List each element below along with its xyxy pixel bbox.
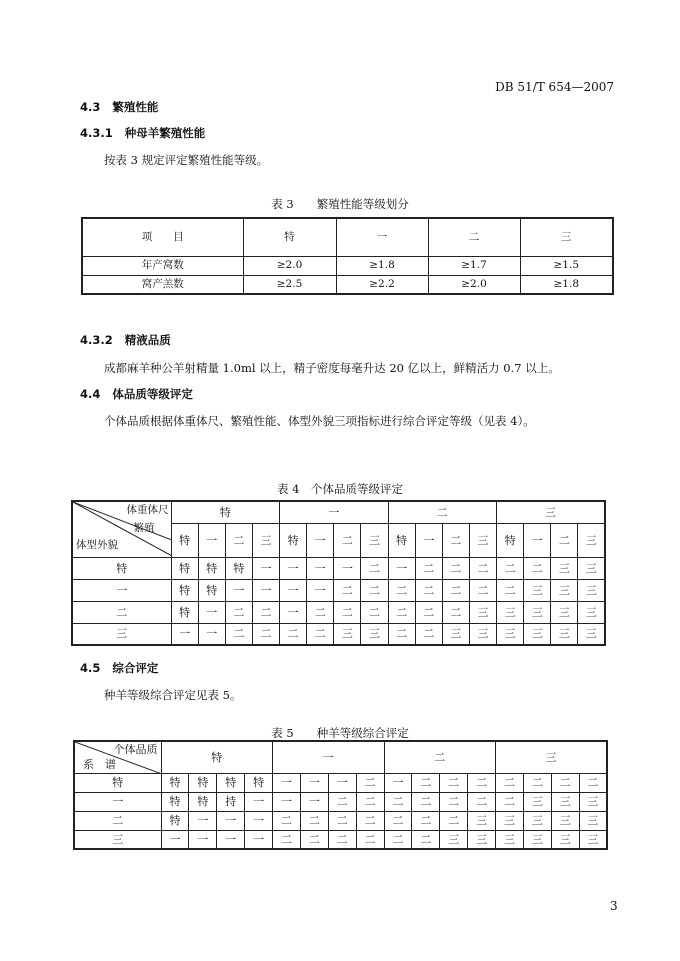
table4-cell: 特	[225, 557, 252, 579]
table4-subheader-cell: 二	[551, 523, 578, 557]
table4-cell: 三	[524, 579, 551, 601]
table5-cell: 二	[496, 773, 524, 792]
table5-cell: 一	[300, 773, 328, 792]
table-row	[74, 773, 607, 792]
table5-group-header: 一	[273, 741, 385, 773]
table5-cell: 特	[217, 773, 245, 792]
paragraph-4-3-2: 成都麻羊种公羊射精量 1.0ml 以上，精子密度每毫升达 20 亿以上，鲜精活力 0.7 以上。	[104, 361, 560, 375]
table4-cell: 三	[442, 623, 469, 645]
table5-cell: 二	[328, 792, 356, 811]
table5-cell: 三	[551, 792, 579, 811]
section-number: 4.3	[80, 100, 101, 114]
table5-cell: 二	[468, 773, 496, 792]
table-row	[74, 830, 607, 849]
table4-corner-mid: 繁殖	[133, 522, 155, 534]
table5-corner-top: 个体品质	[113, 743, 158, 756]
section-number: 4.3.1	[80, 126, 113, 140]
table3-cell: ≥2.5	[243, 275, 336, 294]
table4-cell: 一	[334, 557, 361, 579]
table4-cell: 二	[415, 557, 442, 579]
table4-cell: 一	[280, 601, 307, 623]
table5-cell: 一	[384, 773, 412, 792]
table4-cell: 二	[280, 623, 307, 645]
table5-cell: 二	[468, 792, 496, 811]
table4-cell: 三	[551, 557, 578, 579]
table4-cell: 三	[334, 623, 361, 645]
table4-cell: 三	[469, 601, 496, 623]
table4-cell: 三	[497, 601, 524, 623]
table3-cell: ≥2.0	[243, 256, 336, 275]
table4-cell: 二	[388, 579, 415, 601]
table4-cell: 三	[524, 623, 551, 645]
table3-cell: ≥1.8	[336, 256, 428, 275]
table-row	[74, 811, 607, 830]
section-number: 4.5	[80, 661, 101, 675]
table4-cell: 特	[171, 579, 198, 601]
table5-cell: 二	[356, 773, 384, 792]
table3-caption: 表 3 繁殖性能等级划分	[271, 197, 409, 211]
table5-group-header: 三	[496, 741, 608, 773]
table3-cell: ≥2.0	[428, 275, 520, 294]
section-number: 4.4	[80, 387, 101, 401]
table4-cell: 三	[578, 601, 605, 623]
section-4-5-heading	[80, 660, 158, 676]
table4-cell: 三	[578, 557, 605, 579]
table5-cell: 三	[468, 811, 496, 830]
table4-cell: 一	[225, 579, 252, 601]
table4-cell: 二	[469, 557, 496, 579]
table5-cell: 二	[384, 792, 412, 811]
table4-subheader-cell: 一	[524, 523, 551, 557]
table5-cell: 一	[245, 830, 273, 849]
table4-cell: 二	[415, 601, 442, 623]
table4-subheader-cell: 二	[225, 523, 252, 557]
table5-cell: 三	[551, 830, 579, 849]
table3-header-cell: 二	[428, 218, 520, 256]
table5-cell: 特	[161, 811, 189, 830]
table4-cell: 二	[252, 623, 279, 645]
table5-cell: 二	[440, 811, 468, 830]
table5-cell: 二	[356, 830, 384, 849]
section-title: 精液品质	[124, 333, 171, 347]
table5-cell: 一	[245, 811, 273, 830]
table5-cell: 一	[273, 773, 301, 792]
table4-cell: 特	[171, 557, 198, 579]
table5-row-label: 一	[74, 792, 161, 811]
table5	[73, 740, 608, 850]
section-title: 综合评定	[112, 661, 159, 675]
table3-cell: 年产窝数	[82, 256, 243, 275]
table4-cell: 三	[578, 579, 605, 601]
table3-header-cell: 一	[336, 218, 428, 256]
table3-cell: 窝产羔数	[82, 275, 243, 294]
table5-cell: 一	[245, 792, 273, 811]
table4-subheader-cell: 一	[415, 523, 442, 557]
page-number: 3	[610, 899, 618, 913]
table4-caption: 表 4 个体品质等级评定	[277, 482, 403, 496]
table5-cell: 二	[579, 773, 607, 792]
table5-cell: 一	[161, 830, 189, 849]
table5-corner-cell	[74, 741, 161, 773]
table4-subheader-cell: 三	[252, 523, 279, 557]
table4-cell: 一	[307, 579, 334, 601]
table5-cell: 三	[440, 830, 468, 849]
table4-cell: 二	[252, 601, 279, 623]
table5-group-header: 特	[161, 741, 273, 773]
table5-cell: 二	[412, 830, 440, 849]
table4-row-label: 一	[72, 579, 171, 601]
table5-cell: 三	[496, 811, 524, 830]
paragraph-4-3-1: 按表 3 规定评定繁殖性能等级。	[104, 153, 269, 167]
table5-cell: 三	[579, 811, 607, 830]
table4-cell: 二	[497, 557, 524, 579]
table4-subheader-cell: 三	[361, 523, 388, 557]
table4-cell: 一	[280, 579, 307, 601]
table4-group-header: 二	[388, 501, 497, 523]
table3-cell: ≥2.2	[336, 275, 428, 294]
table5-cell: 持	[217, 792, 245, 811]
table4-subheader-cell: 三	[469, 523, 496, 557]
table-row	[72, 579, 605, 601]
table5-caption: 表 5 种羊等级综合评定	[271, 726, 409, 740]
table5-cell: 特	[161, 792, 189, 811]
paragraph-4-5: 种羊等级综合评定见表 5。	[104, 688, 242, 702]
table5-cell: 二	[551, 773, 579, 792]
table5-cell: 二	[328, 811, 356, 830]
table4-cell: 一	[388, 557, 415, 579]
table5-cell: 二	[273, 811, 301, 830]
table4-cell: 三	[578, 623, 605, 645]
table5-cell: 二	[440, 773, 468, 792]
table4-cell: 三	[361, 623, 388, 645]
table5-cell: 特	[189, 773, 217, 792]
table5-row-label: 三	[74, 830, 161, 849]
table5-cell: 二	[496, 792, 524, 811]
table5-cell: 二	[328, 830, 356, 849]
table4-subheader-cell: 特	[280, 523, 307, 557]
table4-cell: 一	[252, 579, 279, 601]
table5-group-row	[74, 741, 607, 773]
table5-cell: 三	[579, 792, 607, 811]
table4-group-row	[72, 501, 605, 523]
table4-group-header: 一	[280, 501, 389, 523]
section-title: 种母羊繁殖性能	[124, 126, 206, 140]
section-4-4-heading	[80, 386, 193, 402]
table4-corner-cell	[72, 501, 171, 557]
section-4-3-heading	[80, 99, 158, 115]
table4-row-label: 特	[72, 557, 171, 579]
table4-cell: 二	[442, 557, 469, 579]
table4-cell: 二	[334, 579, 361, 601]
table5-corner-bottom: 系 谱	[83, 758, 116, 771]
table4-cell: 一	[198, 601, 225, 623]
table4-subheader-cell: 特	[497, 523, 524, 557]
table-row	[74, 792, 607, 811]
table4-cell: 一	[280, 557, 307, 579]
table4-cell: 二	[307, 601, 334, 623]
table4-cell: 二	[225, 601, 252, 623]
table5-cell: 二	[356, 792, 384, 811]
table5-cell: 二	[412, 773, 440, 792]
table4-row-label: 三	[72, 623, 171, 645]
table4-cell: 二	[388, 623, 415, 645]
table-row	[72, 601, 605, 623]
table5-cell: 二	[384, 830, 412, 849]
table4-subheader-cell: 三	[578, 523, 605, 557]
paragraph-4-4: 个体品质根据体重体尺、繁殖性能、体型外貌三项指标进行综合评定等级（见表 4）。	[104, 414, 535, 428]
table4-cell: 二	[361, 579, 388, 601]
table4-cell: 特	[171, 601, 198, 623]
table4	[71, 500, 606, 646]
table4-subheader-cell: 一	[307, 523, 334, 557]
table3-cell: ≥1.8	[520, 275, 613, 294]
table5-cell: 二	[356, 811, 384, 830]
table5-cell: 三	[496, 830, 524, 849]
table4-corner-top: 体重体尺	[126, 504, 169, 516]
table4-corner-bottom: 体型外貌	[76, 539, 118, 551]
table5-cell: 特	[245, 773, 273, 792]
table5-cell: 一	[273, 792, 301, 811]
table4-cell: 二	[497, 579, 524, 601]
table4-cell: 二	[524, 557, 551, 579]
table3-cell: ≥1.7	[428, 256, 520, 275]
section-title: 繁殖性能	[112, 100, 159, 114]
table5-group-header: 二	[384, 741, 496, 773]
table4-subheader-cell: 特	[388, 523, 415, 557]
table5-cell: 一	[217, 830, 245, 849]
table5-cell: 一	[328, 773, 356, 792]
table5-cell: 二	[412, 792, 440, 811]
table-row	[82, 275, 613, 294]
table4-cell: 二	[415, 579, 442, 601]
table5-cell: 三	[551, 811, 579, 830]
table4-cell: 二	[442, 601, 469, 623]
table4-cell: 三	[524, 601, 551, 623]
table5-cell: 三	[579, 830, 607, 849]
table4-cell: 三	[551, 601, 578, 623]
table5-row-label: 特	[74, 773, 161, 792]
section-4-3-1-heading	[80, 125, 205, 141]
table5-cell: 二	[384, 811, 412, 830]
table3	[81, 217, 614, 295]
table5-cell: 二	[273, 830, 301, 849]
table5-cell: 三	[468, 830, 496, 849]
table-row	[72, 557, 605, 579]
table5-cell: 三	[523, 792, 551, 811]
table5-cell: 特	[189, 792, 217, 811]
table5-cell: 三	[523, 811, 551, 830]
table5-cell: 二	[300, 830, 328, 849]
table4-subheader-cell: 二	[442, 523, 469, 557]
table4-cell: 二	[334, 601, 361, 623]
section-title: 体品质等级评定	[112, 387, 193, 401]
table4-cell: 一	[252, 557, 279, 579]
table4-cell: 二	[415, 623, 442, 645]
table4-cell: 三	[551, 579, 578, 601]
section-number: 4.3.2	[80, 333, 113, 347]
table4-cell: 三	[497, 623, 524, 645]
table4-cell: 二	[225, 623, 252, 645]
table4-group-header: 三	[497, 501, 606, 523]
table4-cell: 特	[198, 557, 225, 579]
table5-cell: 二	[300, 811, 328, 830]
table5-cell: 一	[217, 811, 245, 830]
table5-cell: 一	[189, 811, 217, 830]
table3-header-cell: 特	[243, 218, 336, 256]
table4-cell: 一	[171, 623, 198, 645]
table5-cell: 二	[523, 773, 551, 792]
table3-cell: ≥1.5	[520, 256, 613, 275]
table5-cell: 二	[412, 811, 440, 830]
table4-row-label: 二	[72, 601, 171, 623]
section-4-3-2-heading	[80, 332, 171, 348]
table4-subheader-cell: 二	[334, 523, 361, 557]
table5-row-label: 二	[74, 811, 161, 830]
table5-cell: 特	[161, 773, 189, 792]
table4-subheader-cell: 特	[171, 523, 198, 557]
table5-cell: 一	[300, 792, 328, 811]
table5-cell: 一	[189, 830, 217, 849]
table4-subheader-cell: 一	[198, 523, 225, 557]
table4-cell: 二	[388, 601, 415, 623]
table4-cell: 二	[442, 579, 469, 601]
table4-cell: 二	[469, 579, 496, 601]
table-row	[72, 623, 605, 645]
table4-group-header: 特	[171, 501, 280, 523]
table3-header-row	[82, 218, 613, 256]
table4-cell: 二	[307, 623, 334, 645]
table4-cell: 二	[361, 557, 388, 579]
table4-cell: 一	[307, 557, 334, 579]
table4-cell: 一	[198, 623, 225, 645]
doc-code: DB 51/T 654—2007	[495, 80, 614, 94]
table4-cell: 三	[551, 623, 578, 645]
table3-header-cell: 项 目	[82, 218, 243, 256]
table4-cell: 三	[469, 623, 496, 645]
table5-cell: 三	[523, 830, 551, 849]
table3-header-cell: 三	[520, 218, 613, 256]
table4-cell: 二	[361, 601, 388, 623]
table5-cell: 二	[440, 792, 468, 811]
table-row	[82, 256, 613, 275]
table4-cell: 特	[198, 579, 225, 601]
